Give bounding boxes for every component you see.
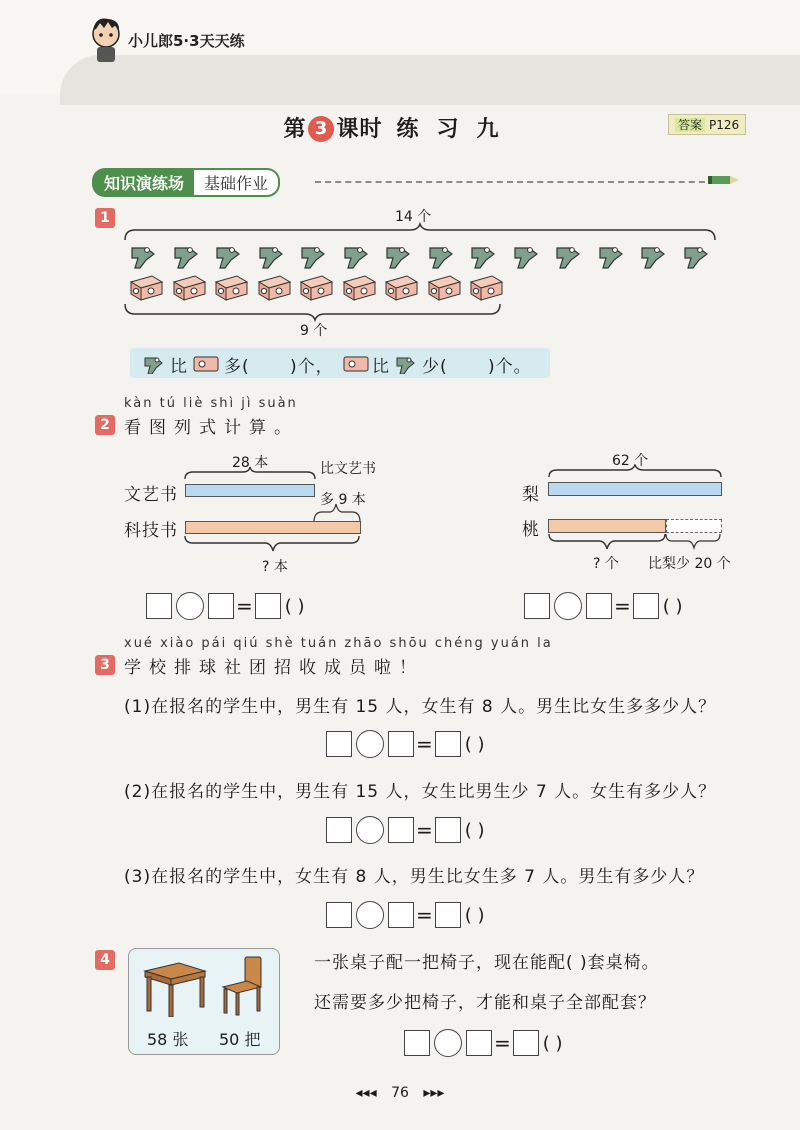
q1-top-count: 14 个 bbox=[395, 209, 432, 225]
answer-reference[interactable] bbox=[668, 114, 746, 135]
section-divider bbox=[315, 181, 715, 183]
q3-pinyin: xué xiào pái qiú shè tuán zhāo shōu chéng yuán la bbox=[124, 636, 553, 651]
title-prefix: 第 bbox=[283, 117, 307, 142]
clip-icon bbox=[468, 240, 498, 270]
q2r-top: 62 个 bbox=[612, 453, 649, 469]
q1-word-duo: 多( bbox=[224, 357, 250, 377]
question-4-number: 4 bbox=[95, 950, 115, 970]
q2l-bottom: ? 本 bbox=[262, 559, 288, 575]
sharpener-icon-2 bbox=[342, 353, 370, 373]
question-1-number: 1 bbox=[95, 208, 115, 228]
q4-picture-card bbox=[128, 948, 280, 1055]
sharpener-icon bbox=[341, 272, 377, 304]
q2l-bar-blue bbox=[185, 484, 315, 497]
q2l-note1: 比文艺书 bbox=[320, 461, 376, 477]
q1-word-bi1: 比 bbox=[170, 357, 188, 377]
section-header bbox=[92, 168, 280, 194]
chair-icon bbox=[217, 953, 267, 1017]
sharpener-icon bbox=[192, 353, 220, 373]
q1-word-ge1: )个， bbox=[290, 357, 334, 377]
q2r-label1: 梨 bbox=[522, 485, 540, 505]
q4-line-2: 还需要多少把椅子，才能和桌子全部配套？ bbox=[314, 993, 656, 1013]
clip-icon bbox=[638, 240, 668, 270]
sharpener-icon bbox=[468, 272, 504, 304]
question-3-number: 3 bbox=[95, 655, 115, 675]
sharpener-icon bbox=[256, 272, 292, 304]
q2r-diff-brace bbox=[664, 533, 724, 551]
q4-line-1: 一张桌子配一把椅子，现在能配( )套桌椅。 bbox=[314, 953, 660, 973]
q3-item-1: (1)在报名的学生中，男生有 15 人，女生有 8 人。男生比女生多多少人？ bbox=[124, 697, 717, 717]
clip-icon bbox=[596, 240, 626, 270]
clip-icon bbox=[298, 240, 328, 270]
title-main: 练习九 bbox=[396, 117, 517, 142]
q2l-bar-orange bbox=[185, 521, 361, 534]
q3-item-3: (3)在报名的学生中，女生有 8 人，男生比女生多 7 人。男生有多少人？ bbox=[124, 867, 705, 887]
q4-desk-count: 58 张 bbox=[147, 1030, 189, 1049]
question-2-number: 2 bbox=[95, 415, 115, 435]
sharpener-icon bbox=[383, 272, 419, 304]
sharpener-icon bbox=[213, 272, 249, 304]
sharpener-icon bbox=[426, 272, 462, 304]
title-number-badge: 3 bbox=[308, 116, 334, 142]
q2r-note: 比梨少 20 个 bbox=[648, 556, 731, 572]
clip-icon bbox=[553, 240, 583, 270]
section-green-label: 知识演练场 bbox=[92, 168, 194, 197]
clip-icon bbox=[171, 240, 201, 270]
q1-bottom-brace bbox=[120, 302, 510, 322]
q2r-bottom: ? 个 bbox=[593, 556, 619, 572]
q1-word-shao: 少( bbox=[422, 357, 448, 377]
q2l-top: 28 本 bbox=[232, 455, 269, 471]
q2r-label2: 桃 bbox=[522, 520, 540, 540]
q1-word-bi2: 比 bbox=[372, 357, 390, 377]
q3-equation-1[interactable]: = ( ) bbox=[326, 730, 485, 758]
page-number: 76 bbox=[391, 1085, 409, 1101]
q1-sharpener-row bbox=[128, 272, 508, 306]
mascot-icon bbox=[88, 16, 124, 64]
q2l-label2: 科技书 bbox=[124, 521, 178, 541]
brand-title: 小儿郎5·3天天练 bbox=[128, 32, 245, 50]
q3-equation-3[interactable]: = ( ) bbox=[326, 901, 485, 929]
q1-bottom-count: 9 个 bbox=[300, 323, 328, 339]
sharpener-icon bbox=[298, 272, 334, 304]
sharpener-icon bbox=[128, 272, 164, 304]
clip-icon bbox=[213, 240, 243, 270]
q2l-top-brace bbox=[183, 466, 318, 480]
q2l-bottom-brace bbox=[183, 535, 363, 555]
footer-left-arrows: ◂◂◂ bbox=[355, 1085, 377, 1101]
clip-icon bbox=[142, 352, 166, 374]
q1-clip-row bbox=[128, 238, 718, 272]
q2r-bar-dashed bbox=[666, 519, 722, 533]
clip-icon bbox=[383, 240, 413, 270]
q3-item-2: (2)在报名的学生中，男生有 15 人，女生比男生少 7 人。女生有多少人？ bbox=[124, 782, 717, 802]
answer-label: 答案 bbox=[675, 118, 705, 132]
clip-icon bbox=[256, 240, 286, 270]
clip-icon bbox=[511, 240, 541, 270]
sharpener-icon bbox=[171, 272, 207, 304]
page-footer bbox=[0, 1085, 800, 1101]
q2l-equation[interactable]: = ( ) bbox=[146, 592, 305, 620]
footer-right-arrows: ▸▸▸ bbox=[423, 1085, 445, 1101]
q1-sentence-box bbox=[130, 348, 550, 378]
q4-chair-count: 50 把 bbox=[219, 1030, 261, 1049]
answer-page: P126 bbox=[709, 118, 740, 132]
section-outline-label: 基础作业 bbox=[194, 168, 280, 197]
clip-icon bbox=[128, 240, 158, 270]
q3-equation-2[interactable]: = ( ) bbox=[326, 816, 485, 844]
pencil-icon bbox=[708, 173, 740, 187]
q2r-top-brace bbox=[547, 464, 725, 478]
q3-text: 学校排球社团招收成员啦！ bbox=[124, 658, 424, 678]
clip-icon-2 bbox=[394, 352, 418, 374]
q2r-bottom-brace bbox=[547, 533, 669, 551]
q2l-label1: 文艺书 bbox=[124, 485, 178, 505]
title-suffix: 课时 bbox=[336, 117, 383, 142]
clip-icon bbox=[681, 240, 711, 270]
q2-text: 看图列式计算。 bbox=[124, 418, 299, 438]
desk-icon bbox=[139, 957, 209, 1017]
q2l-note2: 多 9 本 bbox=[320, 492, 366, 508]
clip-icon bbox=[426, 240, 456, 270]
q2r-equation[interactable]: = ( ) bbox=[524, 592, 683, 620]
clip-icon bbox=[341, 240, 371, 270]
q2r-bar-orange bbox=[548, 519, 666, 533]
q2r-bar-blue bbox=[548, 482, 722, 496]
q4-equation[interactable]: = ( ) bbox=[404, 1029, 563, 1057]
q1-word-ge2: )个。 bbox=[488, 357, 532, 377]
q2-pinyin: kàn tú liè shì jì suàn bbox=[124, 396, 298, 411]
